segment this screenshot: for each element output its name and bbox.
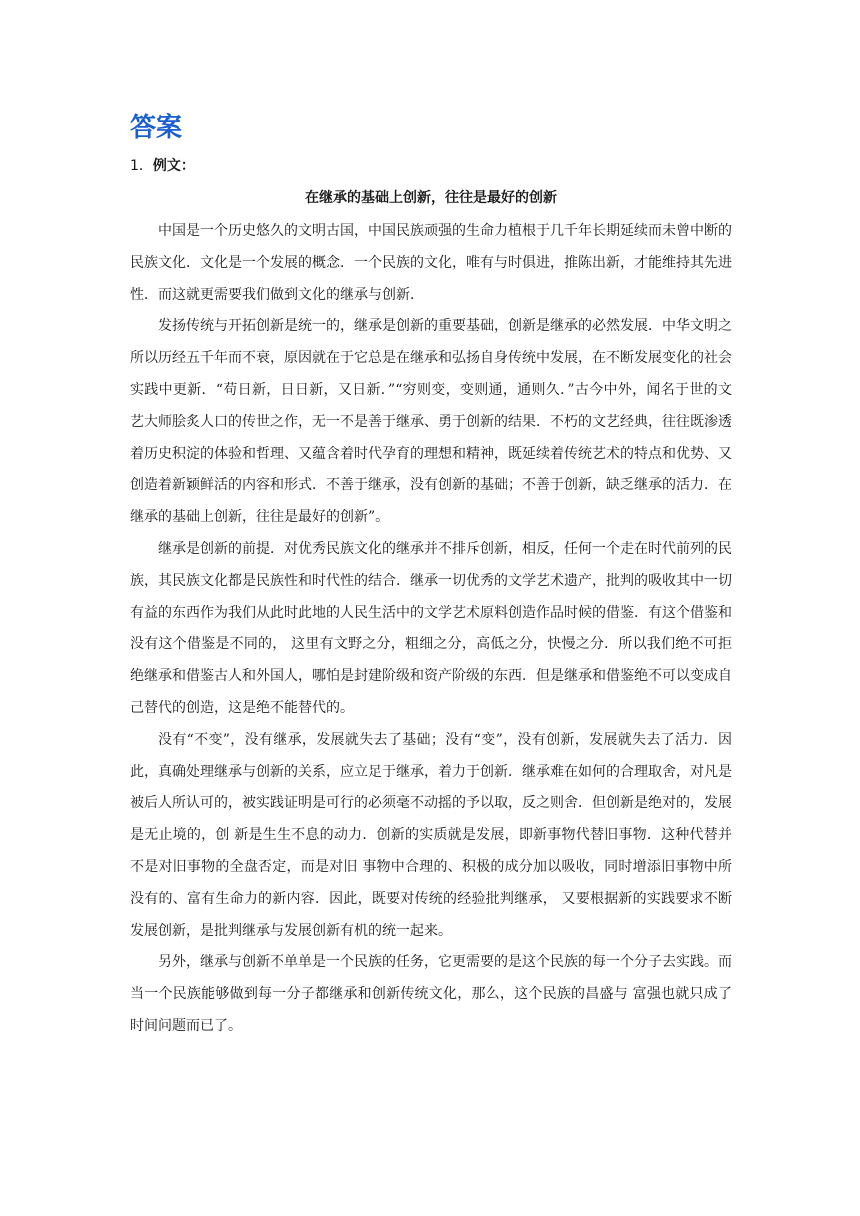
essay-paragraph-3: 继承是创新的前提．对优秀民族文化的继承并不排斥创新，相反，任何一个走在时代前列的民族，其民族文化都是民族性和时代性的结合．继承一切优秀的文学艺术遗产，批判的吸收其中一切有益的东西作为我们从此时此地的人民生活中的文学艺术原料创造作品时候的借鉴．有这个借鉴和没有这个借鉴是不同的， 这里有文野之分，粗细之分，高低之分，快慢之分．所以我们绝不可拒绝继承和借鉴古人和外国人，哪怕是封建阶级和资产阶级的东西．但是继承和借鉴绝不可以变成自己替代的创造，这是绝不能替代的。 bbox=[130, 540, 732, 716]
essay-paragraph-4: 没有“不变”，没有继承，发展就失去了基础；没有“变”，没有创新，发展就失去了活力．因此，真确处理继承与创新的关系，应立足于继承，着力于创新．继承难在如何的合理取舍，对凡是被后人所认可的，被实践证明是可行的必须毫不动摇的予以取，反之则舍．但创新是绝对的，发展是无止境的，创 新是生生不息的动力．创新的实质就是发展，即新事物代替旧事物．这种代替并不是对旧事物的全盘否定，而是对旧 事物中合理的、积极的成分加以吸收，同时增添旧事物中所没有的、富有生命力的新内容．因此，既要对传统的经验批判继承， 又要根据新的实践要求不断发展创新，是批判继承与发展创新有机的统一起来。 bbox=[130, 731, 732, 939]
question-tag: 例文： bbox=[152, 158, 195, 174]
question-number: 1． bbox=[130, 158, 153, 174]
essay-title: 在继承的基础上创新，往往是最好的创新 bbox=[305, 190, 557, 206]
document-page bbox=[130, 108, 732, 1043]
essay-paragraph-5: 另外，继承与创新不单单是一个民族的任务，它更需要的是这个民族的每一个分子去实践。而当一个民族能够做到每一分子都继承和创新传统文化，那么，这个民族的昌盛与 富强也就只成了时间问题而已了。 bbox=[130, 954, 732, 1034]
question-label bbox=[130, 154, 732, 178]
essay-paragraph-1: 中国是一个历史悠久的文明古国，中国民族顽强的生命力植根于几千年长期延续而未曾中断的民族文化．文化是一个发展的概念．一个民族的文化，唯有与时俱进，推陈出新，才能维持其先进性．而这就更需要我们做到文化的继承与创新． bbox=[130, 223, 732, 303]
essay-paragraph-2: 发扬传统与开拓创新是统一的，继承是创新的重要基础，创新是继承的必然发展．中华文明之所以历经五千年而不衰，原因就在于它总是在继承和弘扬自身传统中发展，在不断发展变化的社会实践中更新．“苟日新，日日新，又日新．”“穷则变，变则通，通则久．”古今中外，闻名于世的文艺大师脍炙人口的传世之作，无一不是善于继承、勇于创新的结果．不朽的文艺经典，往往既渗透着历史积淀的体验和哲理、又蕴含着时代孕育的理想和精神，既延续着传统艺术的特点和优势、又创造着新颖鲜活的内容和形式．不善于继承，没有创新的基础；不善于创新，缺乏继承的活力．在继承的基础上创新，往往是最好的创新”。 bbox=[130, 318, 732, 526]
answer-heading: 答案 bbox=[130, 113, 183, 143]
